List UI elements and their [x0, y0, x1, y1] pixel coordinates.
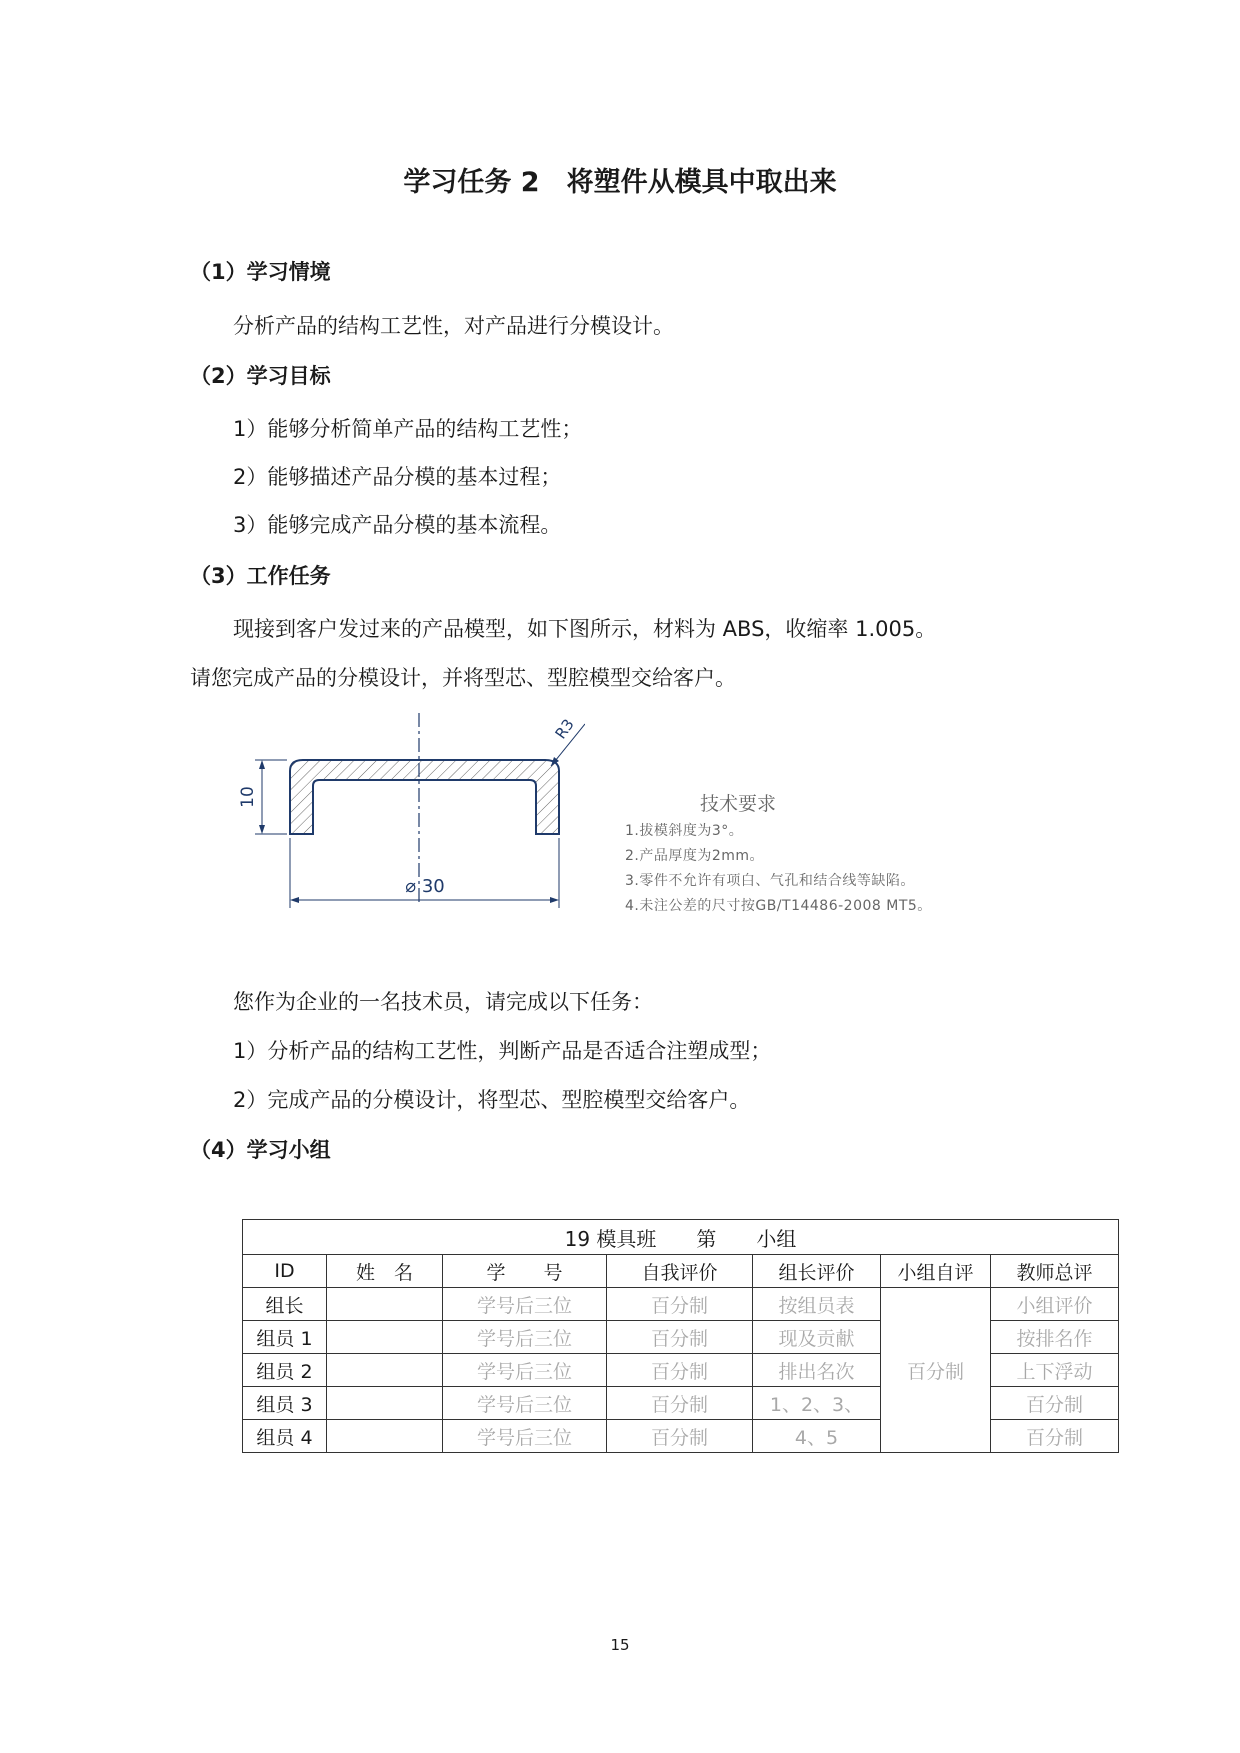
- diameter-label: ⌀ 30: [405, 876, 445, 897]
- table-header-row: [243, 1255, 1119, 1288]
- teacher-eval-cell[interactable]: 百分制: [991, 1387, 1119, 1420]
- leader-eval-cell[interactable]: 现及贡献: [753, 1321, 881, 1354]
- name-cell[interactable]: [327, 1354, 443, 1387]
- row-id: 组员 1: [243, 1321, 327, 1354]
- row-id: 组员 3: [243, 1387, 327, 1420]
- section-4-heading: （4）学习小组: [190, 1138, 331, 1162]
- student-id-cell[interactable]: 学号后三位: [443, 1321, 607, 1354]
- table-caption: 19 模具班 第 小组: [243, 1220, 1119, 1255]
- task-paragraph-line-2: 请您完成产品的分模设计，并将型芯、型腔模型交给客户。: [190, 666, 736, 690]
- row-id: 组员 2: [243, 1354, 327, 1387]
- self-eval-cell[interactable]: 百分制: [607, 1288, 753, 1321]
- header-student-id: 学 号: [443, 1255, 607, 1288]
- self-eval-cell[interactable]: 百分制: [607, 1420, 753, 1453]
- header-id: ID: [243, 1255, 327, 1288]
- self-eval-cell[interactable]: 百分制: [607, 1387, 753, 1420]
- page-title: 学习任务 2 将塑件从模具中取出来: [403, 167, 837, 198]
- header-name: 姓 名: [327, 1255, 443, 1288]
- name-cell[interactable]: [327, 1387, 443, 1420]
- teacher-eval-cell[interactable]: 百分制: [991, 1420, 1119, 1453]
- height-label: 10: [238, 786, 258, 808]
- student-id-cell[interactable]: 学号后三位: [443, 1288, 607, 1321]
- radius-label: R3: [551, 715, 578, 743]
- self-eval-cell[interactable]: 百分制: [607, 1321, 753, 1354]
- name-cell[interactable]: [327, 1420, 443, 1453]
- self-eval-cell[interactable]: 百分制: [607, 1354, 753, 1387]
- leader-eval-cell[interactable]: 按组员表: [753, 1288, 881, 1321]
- section-2-heading: （2）学习目标: [190, 364, 331, 388]
- header-leader-eval: 组长评价: [753, 1255, 881, 1288]
- table-row: [243, 1288, 1119, 1321]
- row-id: 组员 4: [243, 1420, 327, 1453]
- leader-eval-cell[interactable]: 排出名次: [753, 1354, 881, 1387]
- section-3-heading: （3）工作任务: [190, 564, 331, 588]
- task-intro: 您作为企业的一名技术员，请完成以下任务：: [233, 990, 653, 1014]
- student-id-cell[interactable]: 学号后三位: [443, 1420, 607, 1453]
- section-1-text: 分析产品的结构工艺性，对产品进行分模设计。: [233, 314, 674, 338]
- product-cross-section: [290, 760, 559, 834]
- name-cell[interactable]: [327, 1321, 443, 1354]
- task-item-2: 2）完成产品的分模设计，将型芯、型腔模型交给客户。: [233, 1088, 751, 1112]
- header-teacher-eval: 教师总评: [991, 1255, 1119, 1288]
- group-self-eval-cell[interactable]: 百分制: [881, 1288, 991, 1453]
- study-group-table: [242, 1219, 1119, 1453]
- page-number: 15: [610, 1636, 630, 1654]
- goal-item-2: 2）能够描述产品分模的基本过程；: [233, 465, 562, 489]
- section-1-heading: （1）学习情境: [190, 260, 331, 284]
- row-id: 组长: [243, 1288, 327, 1321]
- leader-eval-cell[interactable]: 1、2、3、: [753, 1387, 881, 1420]
- header-group-self-eval: 小组自评: [881, 1255, 991, 1288]
- goal-item-3: 3）能够完成产品分模的基本流程。: [233, 513, 562, 537]
- tech-requirement-3: 3.零件不允许有项白、气孔和结合线等缺陷。: [625, 873, 915, 889]
- tech-requirement-4: 4.未注公差的尺寸按GB/T14486-2008 MT5。: [625, 898, 932, 914]
- tech-requirements-title: 技术要求: [700, 793, 777, 815]
- leader-eval-cell[interactable]: 4、5: [753, 1420, 881, 1453]
- header-self-eval: 自我评价: [607, 1255, 753, 1288]
- product-drawing: [225, 708, 585, 913]
- tech-requirement-2: 2.产品厚度为2mm。: [625, 848, 765, 864]
- teacher-eval-cell[interactable]: 按排名作: [991, 1321, 1119, 1354]
- task-paragraph-line-1: 现接到客户发过来的产品模型，如下图所示，材料为 ABS，收缩率 1.005。: [233, 617, 937, 641]
- student-id-cell[interactable]: 学号后三位: [443, 1387, 607, 1420]
- name-cell[interactable]: [327, 1288, 443, 1321]
- tech-requirement-1: 1.拔模斜度为3°。: [625, 823, 744, 839]
- student-id-cell[interactable]: 学号后三位: [443, 1354, 607, 1387]
- teacher-eval-cell[interactable]: 小组评价: [991, 1288, 1119, 1321]
- task-item-1: 1）分析产品的结构工艺性，判断产品是否适合注塑成型；: [233, 1039, 772, 1063]
- teacher-eval-cell[interactable]: 上下浮动: [991, 1354, 1119, 1387]
- goal-item-1: 1）能够分析简单产品的结构工艺性；: [233, 417, 583, 441]
